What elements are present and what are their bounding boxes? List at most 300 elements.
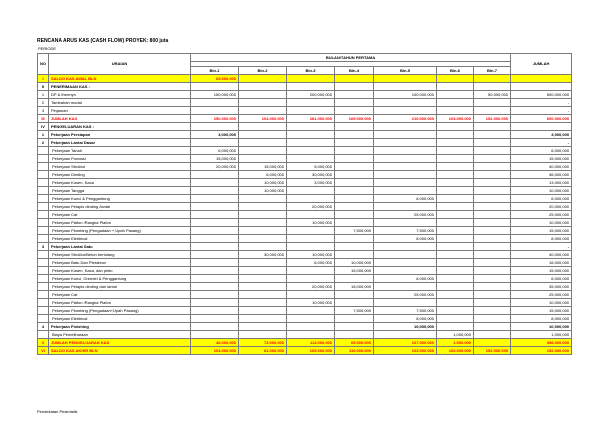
month-1-cell: 3,000,000 <box>191 131 239 139</box>
month-2-cell <box>239 291 287 299</box>
month-6-cell <box>437 83 474 91</box>
total-cell: 6,000,000 <box>511 195 572 203</box>
row-number-cell: VI <box>38 347 49 355</box>
month-3-cell <box>287 275 335 283</box>
month-4-cell: 65.000.000 <box>335 339 374 347</box>
row-description-cell: SALDO KAS AWAL BLN <box>49 75 191 83</box>
month-4-cell: 165.000.000 <box>335 115 374 123</box>
month-3-cell: 30,000,000 <box>287 171 335 179</box>
row-number-cell: I <box>38 75 49 83</box>
table-row <box>38 323 572 331</box>
month-2-cell <box>239 259 287 267</box>
month-3-cell <box>287 243 335 251</box>
row-description-cell: Pekerjaan Pelapis dinding /lantai <box>49 203 191 211</box>
total-cell: 152.000.000 <box>511 347 572 355</box>
row-description-cell: Pekerjaan Cat <box>49 291 191 299</box>
header-month-6: Bln-6 <box>437 67 474 75</box>
month-7-cell <box>474 251 511 259</box>
month-3-cell <box>287 147 335 155</box>
row-description-cell: PENERIMAAN KAS : <box>49 83 191 91</box>
table-row <box>38 99 572 107</box>
total-cell: 398.000.000 <box>511 339 572 347</box>
month-2-cell: 73.000.000 <box>239 339 287 347</box>
month-3-cell <box>287 267 335 275</box>
month-2-cell: 81.000.000 <box>239 347 287 355</box>
row-number-cell <box>38 307 49 315</box>
month-2-cell <box>239 323 287 331</box>
month-3-cell: 20,000,000 <box>287 203 335 211</box>
month-4-cell <box>335 203 374 211</box>
month-1-cell <box>191 251 239 259</box>
total-cell: - <box>511 243 572 251</box>
month-4-cell <box>335 163 374 171</box>
month-1-cell <box>191 331 239 339</box>
table-row <box>38 235 572 243</box>
row-description-cell: Pinjaman <box>49 107 191 115</box>
month-1-cell <box>191 219 239 227</box>
month-7-cell <box>474 331 511 339</box>
month-4-cell <box>335 315 374 323</box>
month-7-cell <box>474 227 511 235</box>
month-7-cell <box>474 299 511 307</box>
month-7-cell: 50,000,000 <box>474 91 511 99</box>
total-cell: 25,000,000 <box>511 291 572 299</box>
header-uraian: URAIAN <box>49 54 191 75</box>
month-6-cell <box>437 91 474 99</box>
month-6-cell <box>437 179 474 187</box>
row-number-cell <box>38 147 49 155</box>
month-7-cell <box>474 123 511 131</box>
month-7-cell: 152.000.000 <box>474 347 511 355</box>
row-number-cell <box>38 163 49 171</box>
table-row <box>38 147 572 155</box>
table-row <box>38 331 572 339</box>
month-5-cell <box>374 139 437 147</box>
month-5-cell: 100,000,000 <box>374 91 437 99</box>
total-cell: 8,000,000 <box>511 235 572 243</box>
month-4-cell <box>335 91 374 99</box>
total-cell: 15,000,000 <box>511 155 572 163</box>
month-5-cell: 6,000,000 <box>374 275 437 283</box>
table-row <box>38 171 572 179</box>
month-3-cell: 3,000,000 <box>287 179 335 187</box>
row-number-cell <box>38 179 49 187</box>
month-3-cell <box>287 323 335 331</box>
row-description-cell: Pekerjaan Struktur/Beton bertulang <box>49 251 191 259</box>
month-5-cell: 8,000,000 <box>374 235 437 243</box>
table-row <box>38 251 572 259</box>
month-5-cell <box>374 331 437 339</box>
month-1-cell <box>191 315 239 323</box>
total-cell <box>511 123 572 131</box>
month-6-cell: 1.000.000 <box>437 339 474 347</box>
month-7-cell <box>474 315 511 323</box>
table-row <box>38 283 572 291</box>
month-6-cell <box>437 99 474 107</box>
month-5-cell <box>374 163 437 171</box>
row-number-cell <box>38 219 49 227</box>
month-2-cell <box>239 83 287 91</box>
month-1-cell <box>191 99 239 107</box>
total-cell: 25,000,000 <box>511 211 572 219</box>
month-2-cell <box>239 91 287 99</box>
month-5-cell <box>374 187 437 195</box>
row-number-cell <box>38 291 49 299</box>
month-7-cell <box>474 275 511 283</box>
row-description-cell: Pekerjaan Plumbing (Pengadaan+Upah Pasang) <box>49 307 191 315</box>
table-row <box>38 243 572 251</box>
month-6-cell <box>437 243 474 251</box>
month-5-cell <box>374 107 437 115</box>
month-3-cell <box>287 235 335 243</box>
month-1-cell: 250.000.000 <box>191 115 239 123</box>
month-1-cell <box>191 227 239 235</box>
month-1-cell <box>191 203 239 211</box>
month-5-cell <box>374 155 437 163</box>
month-5-cell <box>374 219 437 227</box>
table-row <box>38 267 572 275</box>
total-cell: 20,000,000 <box>511 203 572 211</box>
month-7-cell <box>474 267 511 275</box>
month-6-cell <box>437 227 474 235</box>
month-3-cell: 10,000,000 <box>287 299 335 307</box>
month-1-cell <box>191 235 239 243</box>
month-4-cell: 10,000,000 <box>335 259 374 267</box>
total-cell: 3,000,000 <box>511 131 572 139</box>
month-2-cell: 104.000.000 <box>239 115 287 123</box>
month-3-cell: 20,000,000 <box>287 283 335 291</box>
month-2-cell <box>239 299 287 307</box>
month-6-cell <box>437 131 474 139</box>
month-4-cell <box>335 107 374 115</box>
table-row <box>38 155 572 163</box>
month-6-cell <box>437 123 474 131</box>
row-description-cell: Pekerjaan Kusen, Kaca, dan pintu <box>49 267 191 275</box>
month-6-cell <box>437 163 474 171</box>
table-row <box>38 179 572 187</box>
month-2-cell <box>239 267 287 275</box>
month-4-cell <box>335 75 374 83</box>
month-1-cell <box>191 195 239 203</box>
table-row <box>38 203 572 211</box>
month-1-cell <box>191 107 239 115</box>
row-number-cell <box>38 315 49 323</box>
month-5-cell <box>374 243 437 251</box>
row-number-cell <box>38 331 49 339</box>
table-row <box>38 115 572 123</box>
month-6-cell <box>437 139 474 147</box>
month-4-cell <box>335 171 374 179</box>
month-2-cell: 10,000,000 <box>239 187 287 195</box>
month-3-cell <box>287 331 335 339</box>
month-7-cell <box>474 243 511 251</box>
month-5-cell <box>374 179 437 187</box>
total-cell: 10,000,000 <box>511 187 572 195</box>
total-cell: 6,000,000 <box>511 147 572 155</box>
month-5-cell <box>374 75 437 83</box>
row-description-cell: Pekerjaan Kusen, Kaca <box>49 179 191 187</box>
month-4-cell <box>335 147 374 155</box>
month-4-cell <box>335 83 374 91</box>
month-2-cell: 10,000,000 <box>239 179 287 187</box>
month-7-cell <box>474 99 511 107</box>
month-6-cell <box>437 155 474 163</box>
month-2-cell <box>239 155 287 163</box>
month-5-cell: 103.000.000 <box>374 347 437 355</box>
month-2-cell <box>239 219 287 227</box>
month-7-cell <box>474 323 511 331</box>
month-7-cell <box>474 195 511 203</box>
month-1-cell <box>191 243 239 251</box>
month-1-cell: 65.000.000 <box>191 75 239 83</box>
row-number-cell: IV <box>38 123 49 131</box>
row-number-cell <box>38 275 49 283</box>
month-5-cell <box>374 83 437 91</box>
row-number-cell <box>38 195 49 203</box>
month-3-cell <box>287 155 335 163</box>
month-4-cell <box>335 235 374 243</box>
total-cell: 13,000,000 <box>511 179 572 187</box>
row-number-cell <box>38 283 49 291</box>
month-4-cell <box>335 275 374 283</box>
month-5-cell <box>374 171 437 179</box>
table-row <box>38 339 572 347</box>
document-title: RENCANA ARUS KAS (CASH FLOW) PROYEK: 800 juta <box>37 38 169 44</box>
month-7-cell <box>474 283 511 291</box>
row-number-cell: 2 <box>38 139 49 147</box>
total-cell: 15,000,000 <box>511 227 572 235</box>
month-1-cell <box>191 291 239 299</box>
month-6-cell <box>437 171 474 179</box>
table-row <box>38 163 572 171</box>
month-1-cell <box>191 323 239 331</box>
row-description-cell: Pekerjaan Elektrical <box>49 315 191 323</box>
row-number-cell: 1 <box>38 131 49 139</box>
month-3-cell <box>287 187 335 195</box>
row-number-cell: 4 <box>38 323 49 331</box>
month-2-cell <box>239 315 287 323</box>
month-1-cell <box>191 171 239 179</box>
month-6-cell <box>437 211 474 219</box>
month-7-cell <box>474 155 511 163</box>
month-2-cell <box>239 139 287 147</box>
month-4-cell <box>335 251 374 259</box>
table-body <box>38 75 572 355</box>
month-2-cell <box>239 131 287 139</box>
total-cell: 40,000,000 <box>511 163 572 171</box>
month-6-cell <box>437 307 474 315</box>
month-3-cell <box>287 307 335 315</box>
month-1-cell: 150,000,000 <box>191 91 239 99</box>
month-4-cell <box>335 123 374 131</box>
month-3-cell: 200,000,000 <box>287 91 335 99</box>
month-3-cell: 10,000,000 <box>287 219 335 227</box>
total-cell: 16,000,000 <box>511 259 572 267</box>
total-cell: 500,000,000 <box>511 91 572 99</box>
row-number-cell <box>38 251 49 259</box>
month-4-cell <box>335 243 374 251</box>
month-1-cell <box>191 267 239 275</box>
row-number-cell <box>38 171 49 179</box>
month-5-cell: 107.000.000 <box>374 339 437 347</box>
row-number-cell <box>38 227 49 235</box>
header-month-1: Bln-1 <box>191 67 239 75</box>
total-cell: - <box>511 99 572 107</box>
month-6-cell <box>437 107 474 115</box>
month-4-cell <box>335 211 374 219</box>
month-7-cell <box>474 83 511 91</box>
row-number-cell: 2 <box>38 99 49 107</box>
month-3-cell <box>287 195 335 203</box>
month-7-cell <box>474 131 511 139</box>
month-5-cell <box>374 267 437 275</box>
month-3-cell: 5,000,000 <box>287 163 335 171</box>
month-7-cell <box>474 259 511 267</box>
table-row <box>38 299 572 307</box>
header-month-4: Bln-4 <box>335 67 374 75</box>
table-row <box>38 131 572 139</box>
table-row <box>38 307 572 315</box>
header-period-group: BULAN/TAHUN PERTAMA <box>191 54 511 62</box>
month-3-cell <box>287 83 335 91</box>
month-4-cell: 110.000.000 <box>335 347 374 355</box>
row-description-cell: Pekerjaan Pondasi <box>49 155 191 163</box>
month-2-cell: 15,000,000 <box>239 163 287 171</box>
month-3-cell <box>287 211 335 219</box>
row-description-cell: JUMLAH KAS <box>49 115 191 123</box>
table-row <box>38 315 572 323</box>
month-3-cell <box>287 131 335 139</box>
footer-note: Pendekatan Pesimistik <box>37 409 78 414</box>
row-number-cell: V <box>38 339 49 347</box>
table-row <box>38 75 572 83</box>
row-description-cell: SALDO KAS AKHIR BLN <box>49 347 191 355</box>
month-6-cell <box>437 75 474 83</box>
header-no: NO <box>38 54 49 75</box>
row-description-cell: Pekerjaan Struktur <box>49 163 191 171</box>
month-5-cell <box>374 203 437 211</box>
month-5-cell: 10,000,000 <box>374 323 437 331</box>
month-2-cell <box>239 283 287 291</box>
table-row <box>38 91 572 99</box>
cash-flow-table <box>37 53 572 355</box>
month-4-cell <box>335 195 374 203</box>
row-number-cell <box>38 259 49 267</box>
month-7-cell <box>474 163 511 171</box>
month-7-cell <box>474 219 511 227</box>
month-3-cell: 165.000.000 <box>287 347 335 355</box>
month-4-cell <box>335 139 374 147</box>
row-number-cell <box>38 235 49 243</box>
month-3-cell <box>287 123 335 131</box>
month-1-cell <box>191 307 239 315</box>
month-5-cell <box>374 259 437 267</box>
month-5-cell <box>374 99 437 107</box>
month-3-cell <box>287 75 335 83</box>
row-description-cell: Pekerjaan Kunci, Grendel & Penggantung <box>49 275 191 283</box>
header-month-2: Bln-2 <box>239 67 287 75</box>
header-month-5: Bln-5 <box>374 67 437 75</box>
total-cell: 6,000,000 <box>511 275 572 283</box>
row-description-cell: Pekerjaan Plafon /Rangka Plafon <box>49 219 191 227</box>
month-5-cell <box>374 251 437 259</box>
month-3-cell <box>287 107 335 115</box>
month-5-cell: 7,500,000 <box>374 307 437 315</box>
header-month-7: Bln-7 <box>474 67 511 75</box>
table-row <box>38 227 572 235</box>
table-row <box>38 139 572 147</box>
month-5-cell <box>374 283 437 291</box>
month-6-cell <box>437 147 474 155</box>
row-description-cell: Pekerjaan Batu Dan Plesteran <box>49 259 191 267</box>
month-7-cell <box>474 179 511 187</box>
month-3-cell <box>287 139 335 147</box>
row-number-cell <box>38 155 49 163</box>
month-6-cell <box>437 323 474 331</box>
row-description-cell: Pekerjaan Cat <box>49 211 191 219</box>
month-7-cell <box>474 147 511 155</box>
month-6-cell <box>437 291 474 299</box>
month-7-cell <box>474 203 511 211</box>
row-description-cell: Pekerjaan Elektrical <box>49 235 191 243</box>
month-5-cell <box>374 147 437 155</box>
total-cell <box>511 83 572 91</box>
month-1-cell <box>191 283 239 291</box>
month-6-cell <box>437 203 474 211</box>
month-4-cell: 7,500,000 <box>335 227 374 235</box>
month-3-cell <box>287 99 335 107</box>
month-2-cell <box>239 99 287 107</box>
month-7-cell <box>474 291 511 299</box>
total-cell <box>511 75 572 83</box>
row-number-cell: 3 <box>38 243 49 251</box>
month-4-cell <box>335 131 374 139</box>
month-6-cell <box>437 251 474 259</box>
total-cell: 10,000,000 <box>511 299 572 307</box>
month-6-cell <box>437 259 474 267</box>
month-6-cell: 102.000.000 <box>437 347 474 355</box>
month-1-cell: 46.000.000 <box>191 339 239 347</box>
month-1-cell <box>191 299 239 307</box>
month-6-cell: 103.000.000 <box>437 115 474 123</box>
row-number-cell: 1 <box>38 91 49 99</box>
month-3-cell <box>287 291 335 299</box>
month-6-cell <box>437 187 474 195</box>
month-6-cell <box>437 267 474 275</box>
total-cell: 35,000,000 <box>511 283 572 291</box>
row-number-cell <box>38 267 49 275</box>
month-5-cell: 8,000,000 <box>374 315 437 323</box>
month-5-cell <box>374 299 437 307</box>
month-1-cell <box>191 187 239 195</box>
month-6-cell: 1,000,000 <box>437 331 474 339</box>
month-3-cell: 114.000.000 <box>287 339 335 347</box>
month-4-cell <box>335 323 374 331</box>
month-6-cell <box>437 235 474 243</box>
month-4-cell <box>335 179 374 187</box>
row-description-cell: Pekerjaan Finishing <box>49 323 191 331</box>
row-description-cell: PENGELUARAN KAS : <box>49 123 191 131</box>
month-1-cell <box>191 211 239 219</box>
row-description-cell: Pekerjaan Tanah <box>49 147 191 155</box>
month-6-cell <box>437 283 474 291</box>
table-row <box>38 219 572 227</box>
month-1-cell <box>191 83 239 91</box>
month-4-cell <box>335 291 374 299</box>
month-3-cell: 6,000,000 <box>287 259 335 267</box>
row-number-cell <box>38 211 49 219</box>
row-description-cell: Pekerjaan Pelapis dinding dan lantai <box>49 283 191 291</box>
